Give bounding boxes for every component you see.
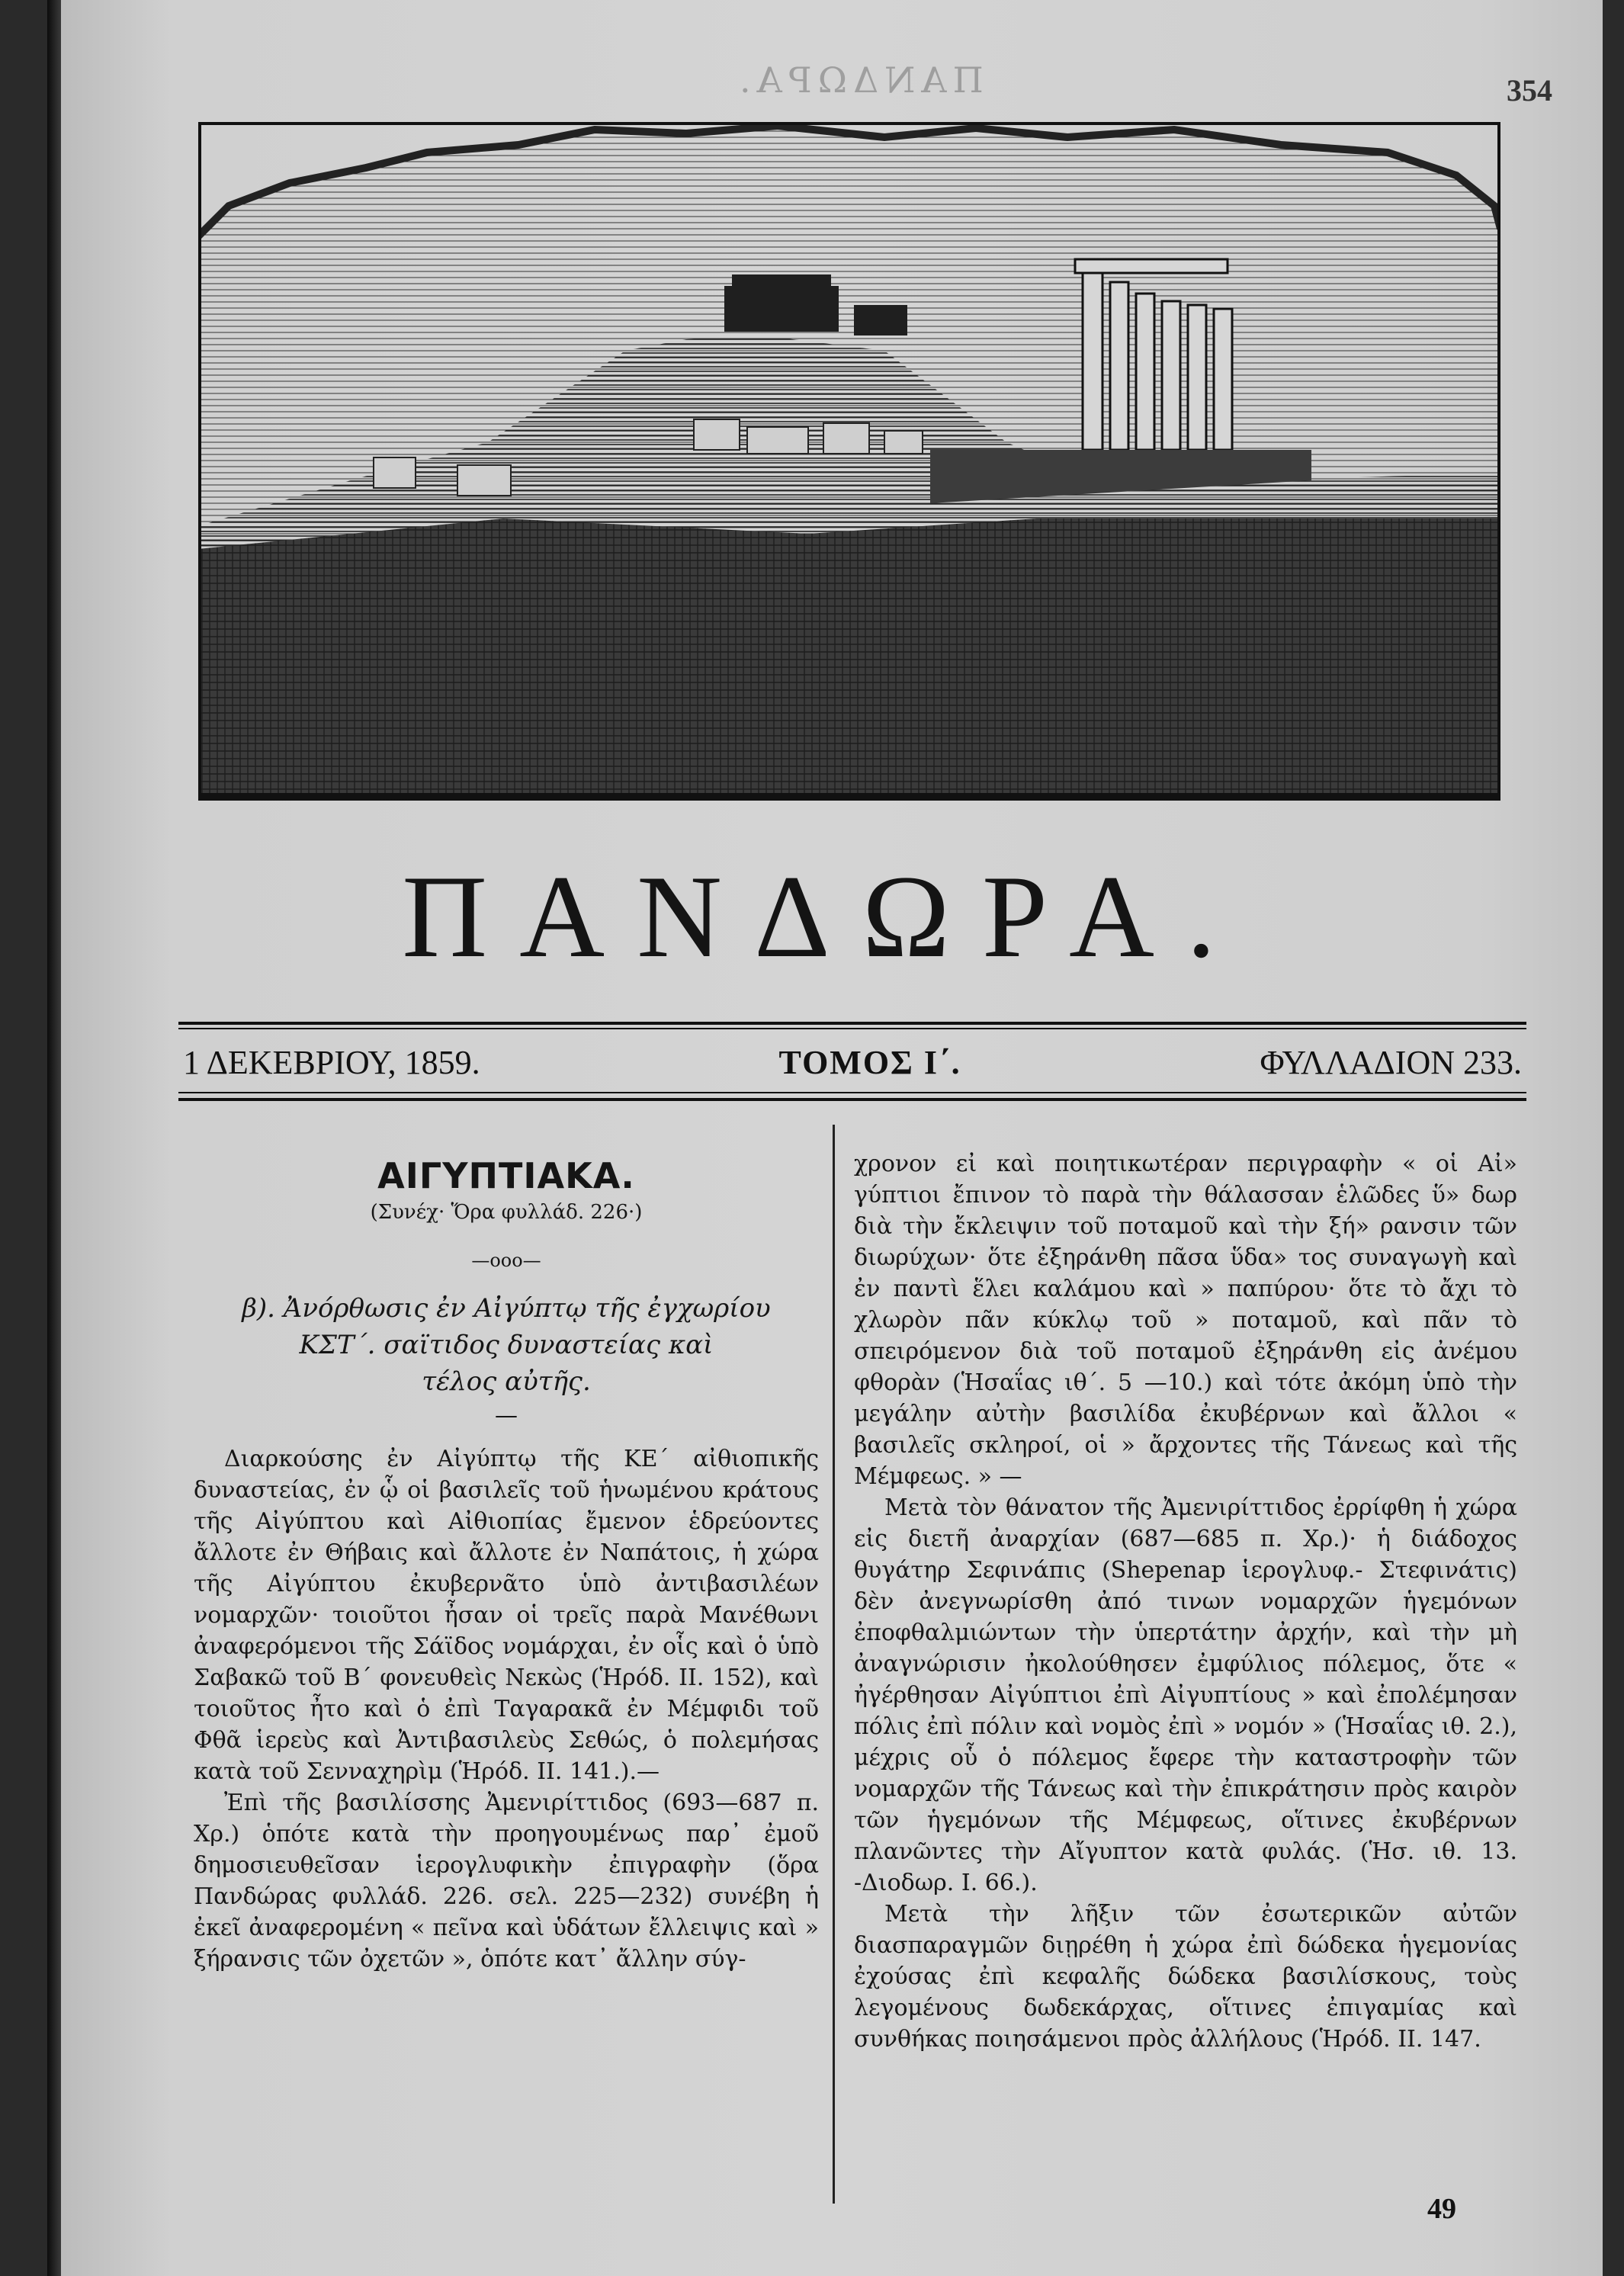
rule-bottom-thin — [178, 1092, 1526, 1093]
article-title: ΑΙΓΥΠΤΙΑΚΑ. — [377, 1155, 635, 1196]
dateline — [183, 1035, 1522, 1089]
right-paragraph-3: Μετὰ τὴν λῆξιν τῶν ἐσωτερικῶν αὐτῶν διασπαραγμῶν διῃρέθη ἡ χώρα ἐπὶ δώδεκα ἡγεμονίας ἐχούσας ἐπὶ κεφαλῆς δώδεκα βασιλίσκους, τοὺς λεγομένους δωδεκάρχας, οἵτινες ἐπιγαμίας καὶ συνθήκας ποιησάμενοι πρὸς ἀλλήλους (Ἡρόδ. ΙΙ. 147. — [854, 1901, 1517, 2053]
page-number-bottom: 49 — [1427, 2193, 1456, 2225]
rule-top-thin — [178, 1028, 1526, 1029]
subheading-line-3: τέλος αὐτῆς. — [422, 1366, 591, 1397]
page-number-top: 354 — [1507, 73, 1552, 108]
left-paragraph-2: Ἐπὶ τῆς βασιλίσσης Ἀμενιρίττιδος (693—687 π. Χρ.) ὁπότε κατὰ τὴν προηγουμένως παρ᾿ ἐμοῦ δημοσιευθεῖσαν ἱερογλυφικὴν ἐπιγραφὴν (ὅρα Πανδώρας φυλλάδ. 226. σελ. 225—232) συνέβη ἡ ἐκεῖ ἀναφερομένη « πεῖνα καὶ ὑδάτων ἔλλειψις καὶ » ξήρανσις τῶν ὀχετῶν », ὁπότε κατ᾿ ἄλλην σύγ- — [194, 1790, 819, 1973]
subheading-line-1: β). Ἀνόρθωσις ἐν Αἰγύπτῳ τῆς ἐγχωρίου — [242, 1293, 771, 1324]
ornament: —οοο— — [471, 1250, 541, 1271]
volume-number: ΤΟΜΟΣ Ι΄. — [778, 1043, 961, 1081]
right-paragraph-2: Μετὰ τὸν θάνατον τῆς Ἀμενιρίττιδος ἐρρίφθη ἡ χώρα εἰς διετῆ ἀναρχίαν (687—685 π. Χρ.)· ἡ διάδοχος θυγάτηρ Σεφινάπις (Shepenap ἱερογλυφ.- Στεφινάτις) δὲν ἀνεγνωρίσθη ἀπό τινων νομαρχῶν ἡγεμόνων ἐποφθαλμιώντων τὴν ὑπερτάτην ἀρχήν, καὶ τὴν μὴ ἀναγνώρισιν ἠκολούθησεν ἐμφύλιος πόλεμος, ὅτε « ἠγέρθησαν Αἰγύπτιοι ἐπὶ Αἰγυπτίους » καὶ ἐπολέμησαν πόλις ἐπὶ πόλιν καὶ νομὸς ἐπὶ » νομόν » (Ἡσαΐας ιθ. 2.), μέχρις οὗ ὁ πόλεμος ἔφερε τὴν καταστροφὴν τῶν νομαρχῶν τῆς Τάνεως καὶ τὴν ἐπικράτησιν πρὸς καιρὸν τῶν ἡγεμόνων τῆς Μέμφεως, οἵτινες ἐκυβέρνων πλανῶντες τὴν Αἴγυπτον κατὰ φυλάς. (Ἡσ. ιθ. 13. -Διοδωρ. Ι. 66.). — [854, 1494, 1517, 1896]
left-column — [194, 1144, 819, 1975]
masthead-title: ΠΑΝΔΩΡΑ. — [402, 851, 1248, 982]
bleed-through-running-head: ΠΑΝΔΩΡΑ. — [733, 59, 984, 101]
left-paragraph-1: Διαρκούσης ἐν Αἰγύπτῳ τῆς ΚΕ΄ αἰθιοπικῆς δυναστείας, ἐν ᾧ οἱ βασιλεῖς τοῦ ἡνωμένου κράτους τῆς Αἰγύπτου καὶ Αἰθιοπίας ἔμενον ἑδρεύοντες ἄλλοτε ἐν Θήβαις καὶ ἄλλοτε ἐν Ναπάτοις, ἡ χώρα τῆς Αἰγύπτου ἐκυβερνᾶτο ὑπὸ ἀντιβασιλέων νομαρχῶν· τοιοῦτοι ἦσαν οἱ τρεῖς παρὰ Μανέθωνι ἀναφερόμενοι τῆς Σάϊδος νομάρχαι, ἐν οἷς καὶ ὁ ὑπὸ Σαβακῶ τοῦ Β΄ φονευθεὶς Νεκὼς (Ἡρόδ. ΙΙ. 152), καὶ τοιοῦτος ἦτο καὶ ὁ ἐπὶ Ταγαρακᾶ ἐν Μέμφιδι τοῦ Φθᾶ ἱερεὺς καὶ Ἀντιβασιλεὺς Σεθώς, ὁ πολεμήσας κατὰ τοῦ Σενναχηρὶμ (Ἡρόδ. ΙΙ. 141.).— — [194, 1446, 819, 1785]
acropolis-engraving — [198, 122, 1500, 801]
continuation-note: (Συνέχ· Ὅρα φυλλάδ. 226·) — [370, 1201, 643, 1224]
subheading-line-2: ΚΣΤ΄. σαϊτιδος δυναστείας καὶ — [299, 1330, 714, 1360]
short-rule: — — [495, 1402, 518, 1429]
column-divider — [833, 1125, 835, 2204]
newspaper-page — [47, 0, 1603, 2276]
rule-top — [178, 1022, 1526, 1025]
right-column — [854, 1148, 1517, 2055]
book-spine-shadow — [47, 0, 61, 2276]
issue-number: ΦΥΛΛΑΔΙΟΝ 233. — [1260, 1043, 1522, 1081]
issue-date: 1 ΔΕΚΕΒΡΙΟΥ, 1859. — [183, 1043, 480, 1081]
rule-bottom — [178, 1098, 1526, 1101]
right-paragraph-1: χρονον εἰ καὶ ποιητικωτέραν περιγραφὴν « οἱ Αἰ» γύπτιοι ἔπινον τὸ παρὰ τὴν θάλασσαν ἑλῶδες ὕ» δωρ διὰ τὴν ἔκλειψιν τοῦ ποταμοῦ καὶ τὴν ξή» ρανσιν τῶν διωρύχων· ὅτε ἐξηράνθη πᾶσα ὕδα» τος συναγωγὴ καὶ ἐν παντὶ ἕλει καλάμου καὶ » παπύρου· ὅτε τὸ ἄχι τὸ χλωρὸν πᾶν κύκλῳ τοῦ » ποταμοῦ, καὶ πᾶν τὸ σπειρόμενον διὰ τοῦ ποταμοῦ ἐξηράνθη εἰς ἀνέμου φθορὰν (Ἡσαΐας ιθ΄. 5 —10.) καὶ τότε ἀκόμη ὑπὸ τὴν μεγάλην αὐτὴν βασιλίδα ἐκυβέρνων καὶ ἄλλοι « βασιλεῖς σκληροί, οἱ » ἄρχοντες τῆς Τάνεως καὶ τῆς Μέμφεως. » — — [854, 1151, 1517, 1490]
